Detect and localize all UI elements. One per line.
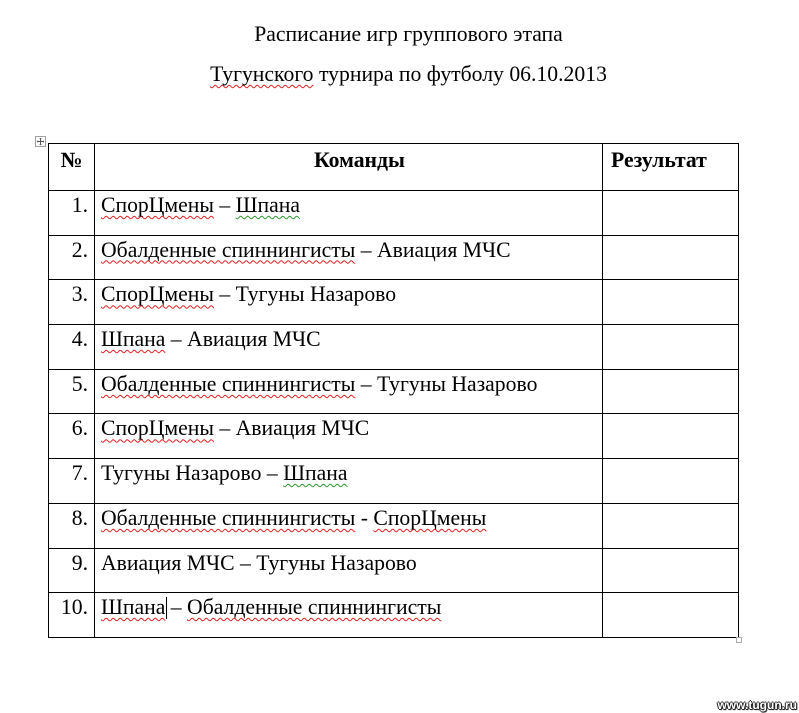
away-team: Авиация МЧС: [187, 327, 321, 352]
away-team: Шпана: [235, 193, 300, 217]
number-cell[interactable]: [49, 191, 95, 236]
site-watermark: www.tugun.ru: [717, 698, 797, 712]
number-cell[interactable]: [49, 370, 95, 415]
away-team: Тугуны Назарово: [256, 550, 417, 575]
home-team: Обалденные спиннингисты: [101, 371, 356, 396]
match-cell[interactable]: [95, 414, 603, 459]
away-team: Тугуны Назарово: [235, 282, 397, 307]
result-cell[interactable]: [603, 325, 739, 370]
match-number: 3.: [71, 282, 88, 307]
match-separator: -: [355, 505, 374, 530]
table-resize-handle[interactable]: [736, 637, 742, 643]
match-separator: –: [165, 595, 188, 620]
result-cell[interactable]: [603, 191, 739, 236]
number-cell[interactable]: [49, 459, 95, 504]
header-teams[interactable]: Команды: [95, 144, 603, 191]
match-separator: –: [165, 327, 188, 352]
home-team: СпорЦмены: [101, 193, 214, 217]
match-separator: –: [234, 550, 257, 575]
table-move-handle[interactable]: [35, 136, 46, 147]
number-cell[interactable]: [49, 549, 95, 594]
document-title-line-1: Расписание игр группового этапа: [254, 22, 563, 46]
header-number[interactable]: №: [49, 144, 95, 191]
number-cell[interactable]: [49, 280, 95, 325]
result-cell[interactable]: [603, 593, 739, 638]
match-cell[interactable]: [95, 325, 603, 370]
home-team: Обалденные спиннингисты: [101, 505, 356, 530]
match-cell[interactable]: [95, 549, 603, 594]
match-cell[interactable]: [95, 280, 603, 325]
match-separator: –: [213, 416, 236, 441]
result-cell[interactable]: [603, 414, 739, 459]
schedule-table: [48, 143, 739, 638]
number-cell[interactable]: [49, 504, 95, 549]
away-team: Авиация МЧС: [235, 416, 370, 441]
match-number: 1.: [71, 193, 88, 217]
result-cell[interactable]: [603, 549, 739, 594]
number-cell[interactable]: [49, 414, 95, 459]
home-team: СпорЦмены: [101, 416, 214, 441]
home-team: СпорЦмены: [101, 282, 214, 307]
home-team: Авиация МЧС: [101, 550, 235, 575]
result-cell[interactable]: [603, 370, 739, 415]
away-team: СпорЦмены: [373, 505, 487, 530]
match-number: 4.: [71, 327, 88, 352]
away-team: Тугуны Назарово: [376, 371, 538, 396]
match-separator: –: [355, 237, 377, 262]
match-number: 10.: [60, 595, 88, 620]
result-cell[interactable]: [603, 236, 739, 281]
match-cell[interactable]: [95, 593, 603, 638]
match-number: 7.: [71, 461, 88, 486]
match-separator: –: [213, 282, 236, 307]
number-cell[interactable]: [49, 325, 95, 370]
home-team: Шпана: [101, 327, 166, 352]
away-team: Шпана: [283, 461, 348, 486]
match-number: 8.: [71, 505, 88, 530]
home-team: Тугуны Назарово: [101, 461, 262, 486]
four-way-arrow-icon: [35, 136, 46, 147]
match-number: 2.: [71, 237, 88, 262]
result-cell[interactable]: [603, 504, 739, 549]
away-team: Обалденные спиннингисты: [187, 595, 442, 620]
match-separator: –: [261, 461, 284, 486]
away-team: Авиация МЧС: [376, 237, 511, 262]
match-cell[interactable]: [95, 236, 603, 281]
match-number: 9.: [71, 550, 88, 575]
result-cell[interactable]: [603, 280, 739, 325]
match-number: 6.: [71, 416, 88, 441]
match-separator: –: [213, 193, 236, 217]
header-result[interactable]: Результат: [603, 144, 739, 191]
home-team: Обалденные спиннингисты: [101, 237, 356, 262]
number-cell[interactable]: [49, 236, 95, 281]
match-separator: –: [355, 371, 377, 396]
title-rest: турнира по футболу 06.10.2013: [313, 62, 607, 86]
match-cell[interactable]: [95, 370, 603, 415]
home-team: Шпана: [101, 595, 166, 620]
match-cell[interactable]: [95, 191, 603, 236]
result-cell[interactable]: [603, 459, 739, 504]
number-cell[interactable]: [49, 593, 95, 638]
match-number: 5.: [71, 371, 88, 396]
document-title-line-2: [20, 61, 797, 87]
match-cell[interactable]: [95, 459, 603, 504]
match-cell[interactable]: [95, 504, 603, 549]
title-flagged-word: Тугунского: [210, 62, 314, 86]
